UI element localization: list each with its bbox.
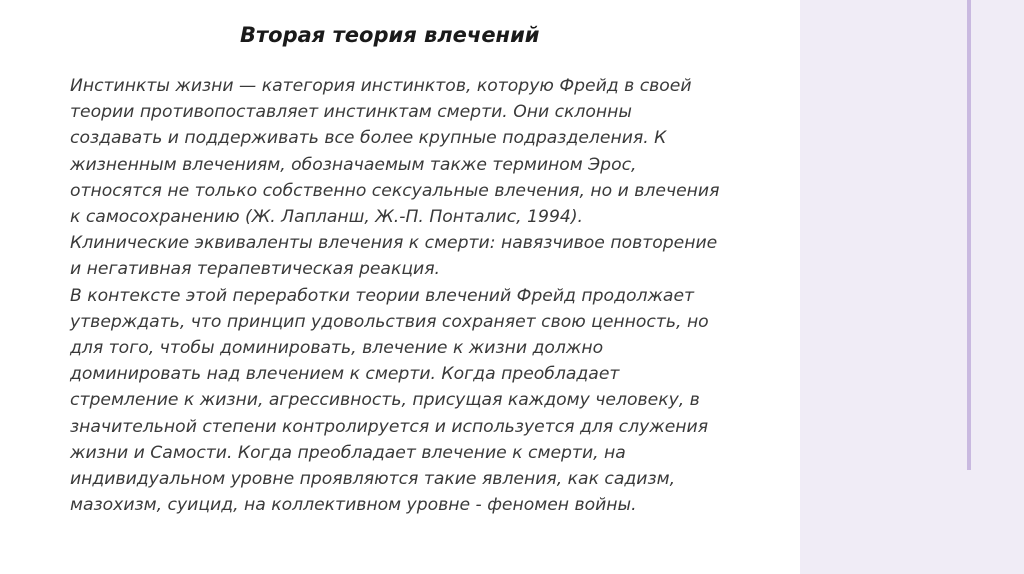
- slide-title: Вторая теория влечений: [240, 23, 540, 47]
- text-line: относятся не только собственно сексуальные влечения, но и влечения: [70, 180, 720, 201]
- text-line: теории противопоставляет инстинктам смерти. Они склонны: [70, 102, 632, 123]
- decorative-side-panel: [800, 0, 1024, 574]
- text-line: и негативная терапевтическая реакция.: [70, 259, 441, 280]
- text-line: Инстинкты жизни — категория инстинктов, которую Фрейд в своей: [70, 76, 692, 96]
- text-line: Клинические эквиваленты влечения к смерти: навязчивое повторение: [70, 233, 718, 254]
- text-line: мазохизм, суицид, на коллективном уровне - феномен войны.: [70, 495, 637, 516]
- text-line: значительной степени контролируется и используется для служения: [70, 416, 709, 437]
- text-line: для того, чтобы доминировать, влечение к жизни должно: [70, 338, 604, 359]
- text-line: жизненным влечениям, обозначаемым также термином Эрос,: [70, 154, 637, 175]
- decorative-side-line: [967, 0, 971, 470]
- text-line: утверждать, что принцип удовольствия сохраняет свою ценность, но: [70, 311, 709, 332]
- text-line: к самосохранению (Ж. Лапланш, Ж.-П. Понталис, 1994).: [70, 207, 583, 228]
- text-line: индивидуальном уровне проявляются такие явления, как садизм,: [70, 469, 676, 490]
- text-line: доминировать над влечением к смерти. Когда преобладает: [70, 364, 620, 385]
- text-line: стремление к жизни, агрессивность, присущая каждому человеку, в: [70, 390, 700, 411]
- text-line: В контексте этой переработки теории влечений Фрейд продолжает: [70, 285, 695, 306]
- text-line: создавать и поддерживать все более крупные подразделения. К: [70, 128, 667, 149]
- text-line: жизни и Самости. Когда преобладает влечение к смерти, на: [70, 442, 626, 463]
- slide-body-text: [70, 73, 792, 518]
